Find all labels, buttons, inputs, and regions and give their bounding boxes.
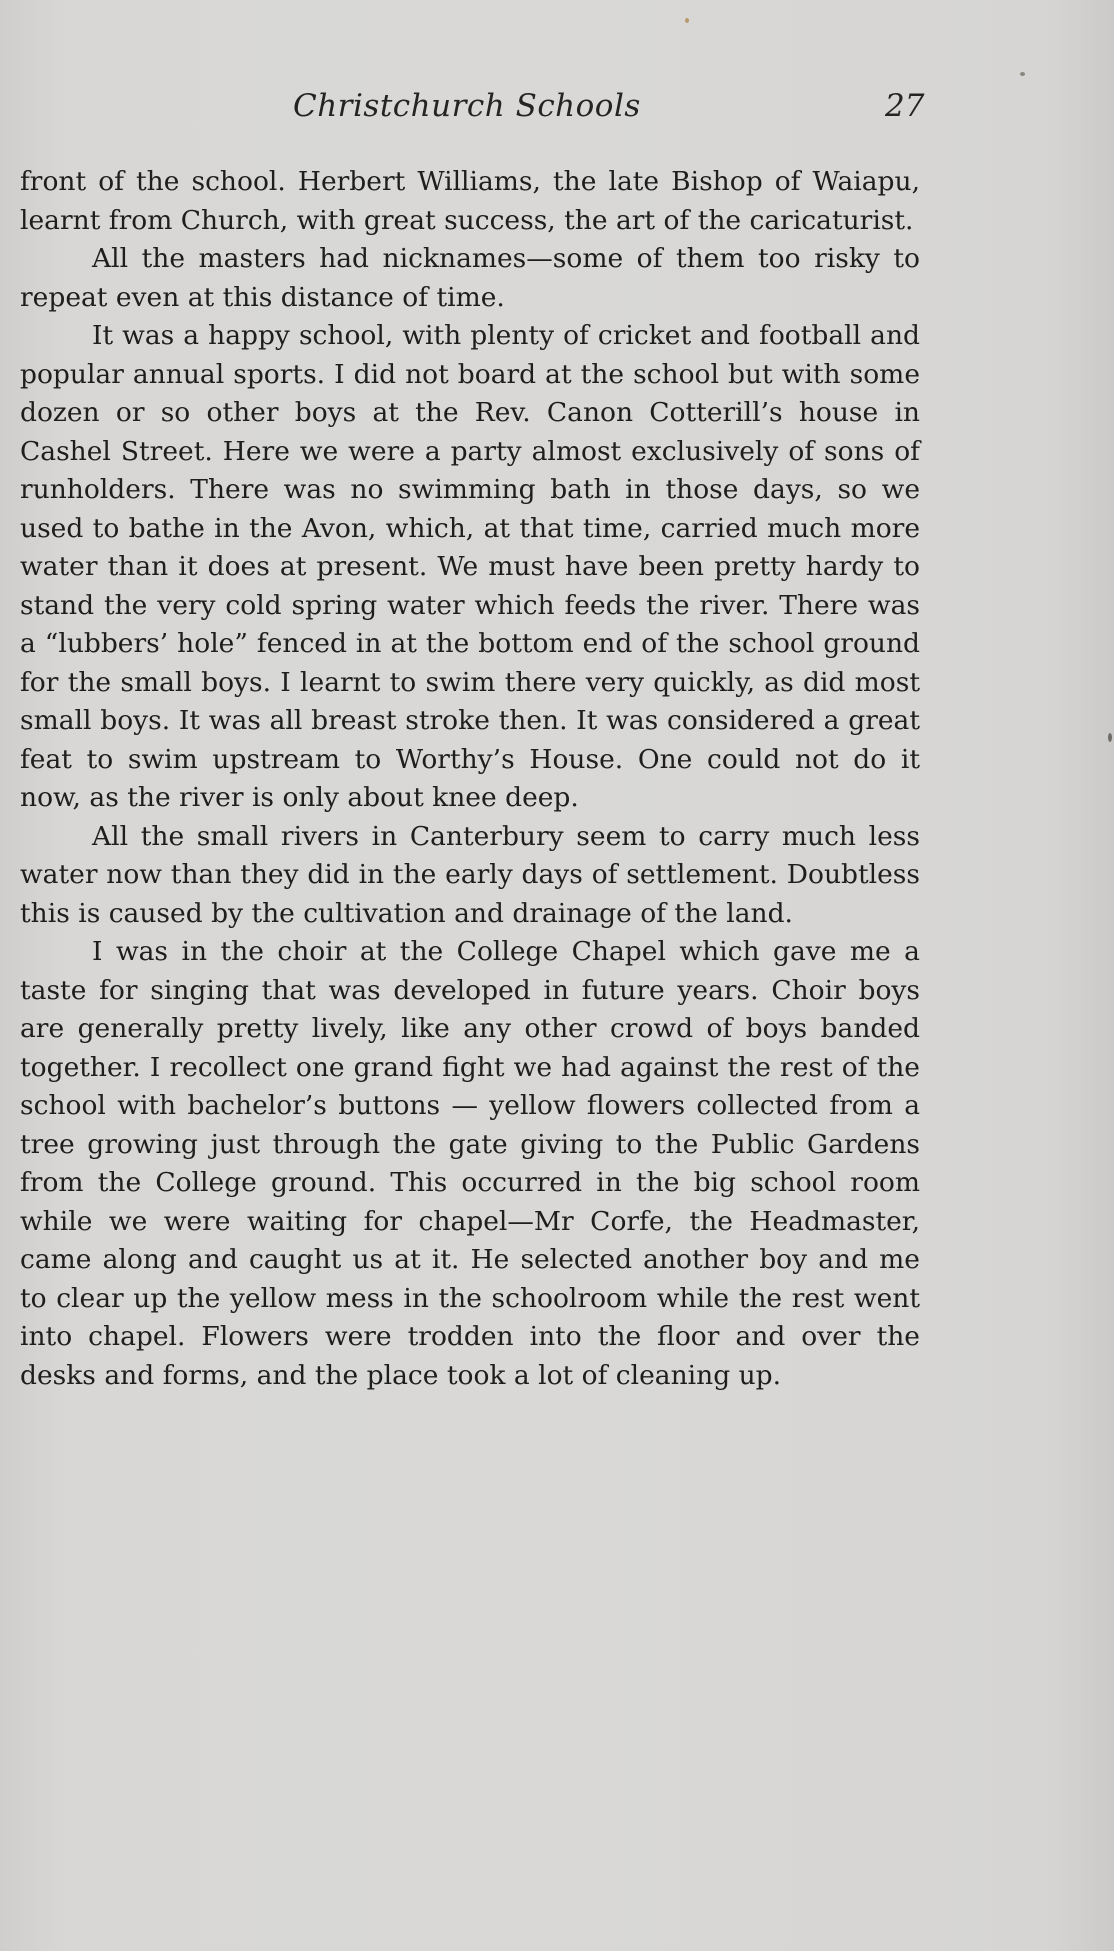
body-text <box>20 163 920 1395</box>
paragraph: It was a happy school, with plenty of cricket and football and popular annual sports. I did not board at the school but with some dozen or so other boys at the Rev. Canon Cotterill’s house in Cashel Street. Here we were a party almost exclusively of sons of runholders. There was no swimming bath in those days, so we used to bathe in the Avon, which, at that time, carried much more water than it does at present. We must have been pretty hardy to stand the very cold spring water which feeds the river. There was a “lubbers’ hole” fenced in at the bottom end of the school ground for the small boys. I learnt to swim there very quickly, as did most small boys. It was all breast stroke then. It was considered a great feat to swim upstream to Worthy’s House. One could not do it now, as the river is only about knee deep. <box>20 320 920 813</box>
paper-speck <box>685 18 689 23</box>
paragraph: All the small rivers in Canterbury seem to carry much less water now than they did in the early days of settlement. Doubtless this is caused by the cultivation and drainage of the land. <box>20 820 920 929</box>
page-number: 27 <box>885 88 925 124</box>
paper-speck <box>1020 72 1025 76</box>
paragraph: All the masters had nicknames—some of them too risky to repeat even at this distance of time. <box>20 243 920 313</box>
paragraph: front of the school. Herbert Williams, the late Bishop of Waiapu, learnt from Church, with great success, the art of the caricaturist. <box>20 166 920 236</box>
running-title: Christchurch Schools <box>293 88 641 124</box>
paper-speck <box>1108 733 1112 742</box>
running-head <box>20 88 925 128</box>
paragraph: I was in the choir at the College Chapel which gave me a taste for singing that was developed in future years. Choir boys are generally pretty lively, like any other crowd of boys banded together. I recollect one grand fight we had against the rest of the school with bachelor’s buttons — yellow flowers collected from a tree growing just through the gate giving to the Public Gardens from the College ground. This occurred in the big school room while we were waiting for chapel—Mr Corfe, the Headmaster, came along and caught us at it. He selected another boy and me to clear up the yellow mess in the schoolroom while the rest went into chapel. Flowers were trodden into the floor and over the desks and forms, and the place took a lot of cleaning up. <box>20 936 920 1391</box>
